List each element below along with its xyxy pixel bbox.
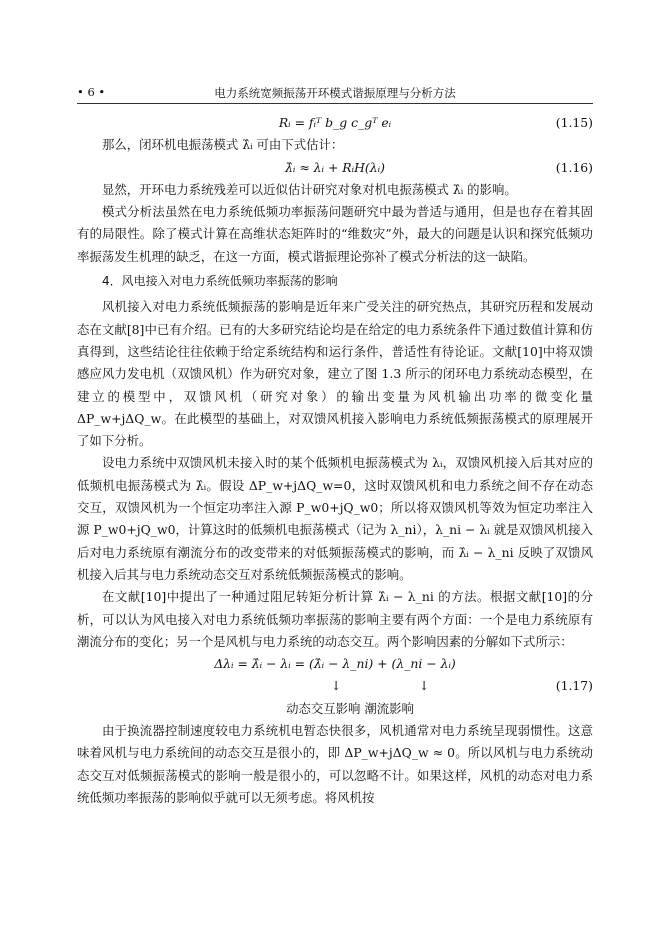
label-dynamic-interaction: 动态交互影响 xyxy=(286,700,361,716)
equation-number: (1.15) xyxy=(555,115,593,130)
equation-number: (1.16) xyxy=(555,159,593,175)
equation-number: (1.17) xyxy=(555,678,593,694)
paragraph-final: 由于换流器控制速度较电力系统机电暂态快很多，风机通常对电力系统呈现弱惯性。这意味着风机与电力系统间的动态交互是很小的，即 ΔP_w+jΔQ_w ≈ 0。所以风机与电力系统动态交互对低频振荡模式的影响一般是很小的，可以忽略不计。如果这样，风机的动态对电力系统低频功率振荡的影响似乎就可以无须考虑。将风机按 xyxy=(77,723,593,805)
paragraph-modal-analysis: 模式分析法虽然在电力系统低频功率振荡问题研究中最为普适与通用，但是也存在着其固有的局限性。除了模式计算在高维状态矩阵时的“维数灾”外，最大的问题是认识和探究低频功率振荡发生机理的缺乏，在这一方面，模式谐振理论弥补了模式分析法的这一缺陷。 xyxy=(77,204,593,264)
paragraph-then: 那么，闭环机电振荡模式 λ̂ᵢ 可由下式估计： xyxy=(102,137,344,153)
equation-1-17 xyxy=(77,653,593,675)
paragraph-obviously: 显然，开环电力系统残差可以近似估计研究对象对机电振荡模式 λ̂ᵢ 的影响。 xyxy=(102,181,517,197)
down-arrow-icon: ↓ xyxy=(331,678,342,694)
running-title: 电力系统宽频振荡开环模式谐振原理与分析方法 xyxy=(214,86,456,100)
body-text xyxy=(77,112,593,809)
equation-formula: Rᵢ = fᵢᵀ b_g c_gᵀ eᵢ xyxy=(278,115,392,130)
label-power-flow: 潮流影响 xyxy=(364,700,414,716)
equation-formula: Δλᵢ = λ̂ᵢ − λᵢ = (λ̂ᵢ − λ_ni) + (λ_ni − λᵢ) xyxy=(214,656,456,672)
paragraph-wind-1: 风机接入对电力系统低频振荡的影响是近年来广受关注的研究热点，其研究历程和发展动态在文献[8]中已有介绍。已有的大多研究结论均是在给定的电力系统条件下通过数值计算和仿真得到，这些结论往往依赖于给定系统结构和运行条件，普适性有待论证。文献[10]中将双馈感应风力发电机（双馈风机）作为研究对象，建立了图 1.3 所示的闭环电力系统动态模型，在建立的模型中，双馈风机（研究对象）的输出变量为风机输出功率的微变化量 ΔP_w+jΔQ_w。在此模型的基础上，对双馈风机接入影响电力系统低频振荡模式的原理展开了如下分析。 xyxy=(77,299,593,449)
down-arrow-icon: ↓ xyxy=(419,678,430,694)
paragraph-wind-3: 在文献[10]中提出了一种通过阻尼转矩分析计算 λ̂ᵢ − λ_ni 的方法。根据文献[10]的分析，可以认为风电接入对电力系统低频功率振荡的影响主要有两个方面：一个是电力系统原有潮流分布的变化；另一个是风机与电力系统的动态交互。两个影响因素的分解如下式所示： xyxy=(77,589,593,649)
page-number: • 6 • xyxy=(77,85,106,99)
equation-1-16 xyxy=(77,157,593,179)
equation-1-17-labels xyxy=(77,698,593,720)
equation-1-17-arrows xyxy=(77,675,593,697)
section-heading: 4．风电接入对电力系统低频功率振荡的影响 xyxy=(102,274,338,289)
equation-1-15 xyxy=(77,112,593,134)
paragraph-wind-2: 设电力系统中双馈风机未接入时的某个低频机电振荡模式为 λᵢ，双馈风机接入后其对应的低频机电振荡模式为 λ̂ᵢ。假设 ΔP_w+jΔQ_w=0，这时双馈风机和电力系统之间不存在动态交互，双馈风机为一个恒定功率注入源 P_w0+jQ_w0；所以将双馈风机等效为恒定功率注入源 P_w0+jQ_w0，计算这时的低频机电振荡模式（记为 λ_ni），λ_ni − λᵢ 就是双馈风机接入后对电力系统原有潮流分布的改变带来的对低频振荡模式的影响，而 λ̂ᵢ − λ_ni 反映了双馈风机接入后其与电力系统动态交互对系统低频振荡模式的影响。 xyxy=(77,455,593,582)
equation-formula: λ̂ᵢ ≈ λᵢ + RᵢH(λᵢ) xyxy=(285,159,385,175)
running-header xyxy=(77,83,593,103)
header-rule xyxy=(77,103,593,104)
